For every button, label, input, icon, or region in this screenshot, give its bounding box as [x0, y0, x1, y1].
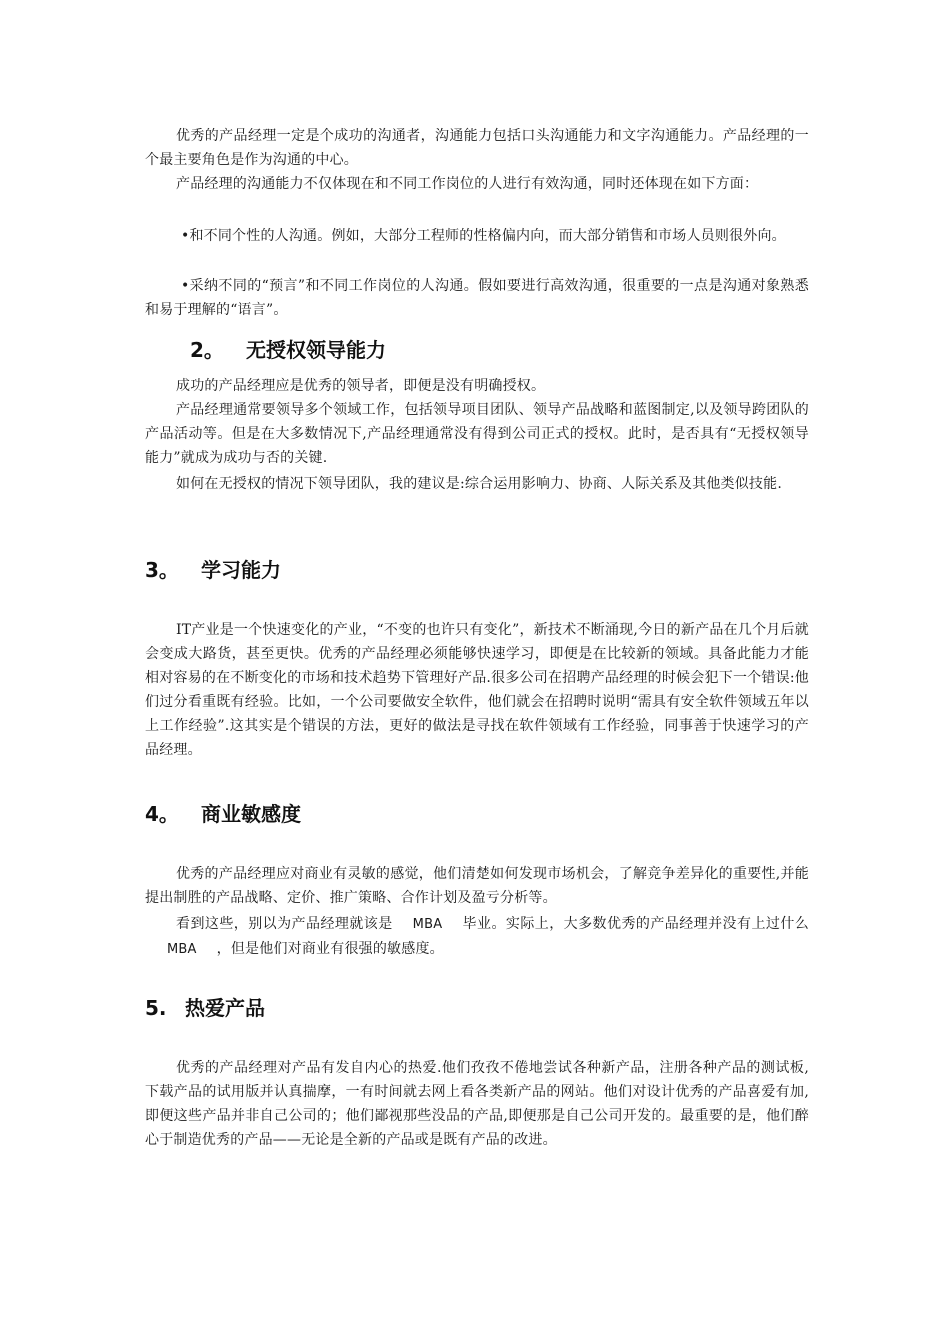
text-segment: 毕业。实际上，大多数优秀的产品经理并没有上过什么	[462, 916, 809, 932]
paragraph-learning: IT产业是一个快速变化的产业，“不变的也许只有变化”，新技术不断涌现,今日的新产品在几个月后就会变成大路货，甚至更快。优秀的产品经理必须能够快速学习，即便是在比较新的领域。具备此能力才能相对容易的在不断变化的市场和技术趋势下管理好产品.很多公司在招聘产品经理的时候会犯下一个错误:他们过分看重既有经验。比如，一个公司要做安全软件，他们就会在招聘时说明“需具有安全软件领域五年以上工作经验”.这其实是个错误的方法，更好的做法是寻找在软件领域有工作经验，同事善于快速学习的产品经理。	[145, 622, 809, 758]
text-segment: ，但是他们对商业有很强的敏感度。	[216, 941, 444, 957]
section-title: 热爱产品	[185, 996, 265, 1020]
bullet-language: •采纳不同的“预言”和不同工作岗位的人沟通。假如要进行高效沟通，很重要的一点是沟通对象熟悉和易于理解的“语言”。	[145, 278, 809, 318]
section-title: 学习能力	[201, 558, 281, 582]
mba-term: MBA	[412, 917, 443, 932]
section-number: 3。	[145, 558, 179, 582]
section-number: 4。	[145, 802, 179, 826]
paragraph-communication-detail: 产品经理的沟通能力不仅体现在和不同工作岗位的人进行有效沟通，同时还体现在如下方面：	[176, 176, 759, 192]
paragraph-communication-intro: 优秀的产品经理一定是个成功的沟通者，沟通能力包括口头沟通能力和文字沟通能力。产品经理的一个最主要角色是作为沟通的中心。	[145, 128, 809, 168]
section-title: 无授权领导能力	[246, 338, 386, 362]
section-heading-3	[145, 556, 281, 584]
paragraph-leadership-1: 成功的产品经理应是优秀的领导者，即便是没有明确授权。	[176, 378, 546, 394]
mba-term: MBA	[167, 942, 197, 957]
section-heading-4	[145, 800, 301, 828]
paragraph-leadership-3: 如何在无授权的情况下领导团队，我的建议是:综合运用影响力、协商、人际关系及其他类似技能.	[176, 476, 782, 492]
paragraph-business-1: 优秀的产品经理应对商业有灵敏的感觉，他们清楚如何发现市场机会，了解竞争差异化的重要性,并能提出制胜的产品战略、定价、推广策略、合作计划及盈亏分析等。	[145, 866, 809, 906]
section-number: 2。	[190, 338, 224, 362]
text-segment: 看到这些，别以为产品经理就该是	[176, 916, 393, 932]
section-heading-5	[145, 994, 265, 1022]
section-title: 商业敏感度	[201, 802, 301, 826]
bullet-personality: •和不同个性的人沟通。例如，大部分工程师的性格偏内向，而大部分销售和市场人员则很外向。	[181, 228, 786, 244]
section-heading-2	[190, 336, 386, 364]
paragraph-leadership-2: 产品经理通常要领导多个领域工作，包括领导项目团队、领导产品战略和蓝图制定,以及领导跨团队的产品活动等。但是在大多数情况下,产品经理通常没有得到公司正式的授权。此时，是否具有“无授权领导能力”就成为成功与否的关键.	[145, 402, 809, 466]
paragraph-passion: 优秀的产品经理对产品有发自内心的热爱.他们孜孜不倦地尝试各种新产品，注册各种产品的测试板,下载产品的试用版并认真揣摩，一有时间就去网上看各类新产品的网站。他们对设计优秀的产品喜爱有加,即便这些产品并非自己公司的；他们鄙视那些没品的产品,即便那是自己公司开发的。最重要的是，他们醉心于制造优秀的产品——无论是全新的产品或是既有产品的改进。	[145, 1060, 809, 1148]
paragraph-business-2	[145, 912, 809, 962]
section-number: 5.	[145, 996, 167, 1020]
